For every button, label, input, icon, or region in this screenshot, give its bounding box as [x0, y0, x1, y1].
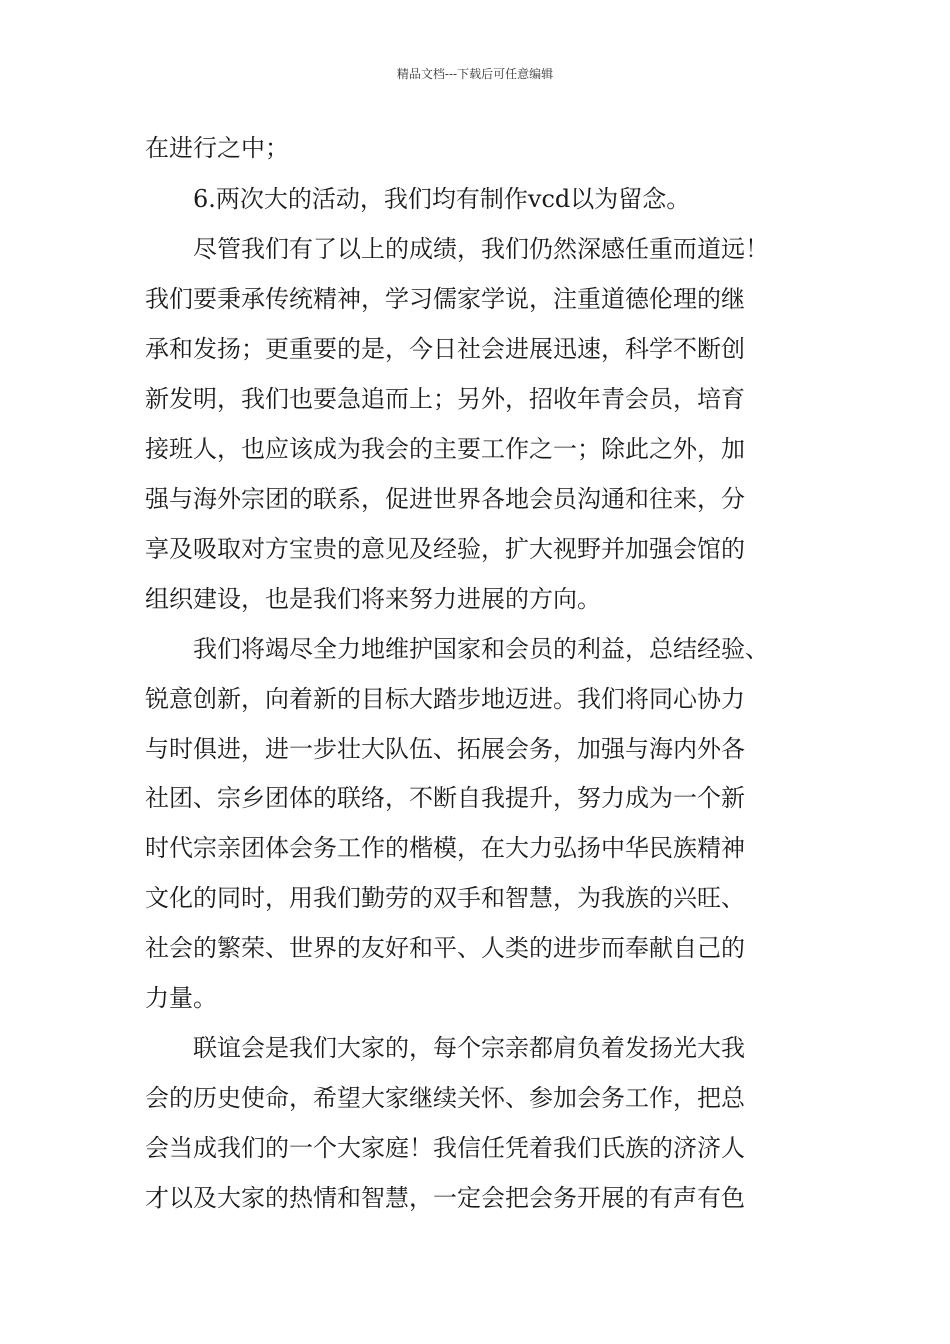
- text-line: 新发明，我们也要急追而上；另外，招收年青会员，培育: [145, 385, 745, 413]
- page-header: 精品文档---下载后可任意编辑: [396, 67, 554, 81]
- text-line: 社团、宗乡团体的联络，不断自我提升，努力成为一个新: [145, 784, 745, 812]
- text-line: 在进行之中；: [145, 134, 289, 162]
- text-line: 锐意创新，向着新的目标大踏步地迈进。我们将同心协力: [145, 685, 745, 713]
- text-line: 强与海外宗团的联系，促进世界各地会员沟通和往来，分: [145, 485, 745, 513]
- text-line: 6.两次大的活动，我们均有制作vcd以为留念。: [145, 185, 691, 213]
- text-line: 组织建设，也是我们将来努力进展的方向。: [145, 585, 601, 613]
- text-line: 力量。: [145, 984, 217, 1012]
- text-line: 文化的同时，用我们勤劳的双手和智慧，为我族的兴旺、: [145, 884, 745, 912]
- text-line: 会的历史使命，希望大家继续关怀、参加会务工作，把总: [145, 1084, 745, 1112]
- text-line: 联谊会是我们大家的，每个宗亲都肩负着发扬光大我: [145, 1034, 745, 1062]
- text-line: 社会的繁荣、世界的友好和平、人类的进步而奉献自己的: [145, 934, 745, 962]
- text-line: 享及吸取对方宝贵的意见及经验，扩大视野并加强会馆的: [145, 535, 745, 563]
- text-line: 我们将竭尽全力地维护国家和会员的利益，总结经验、: [145, 635, 769, 663]
- text-line: 接班人，也应该成为我会的主要工作之一；除此之外，加: [145, 435, 745, 463]
- text-line: 与时俱进，进一步壮大队伍、拓展会务，加强与海内外各: [145, 735, 745, 763]
- text-line: 时代宗亲团体会务工作的楷模，在大力弘扬中华民族精神: [145, 834, 745, 862]
- text-line: 承和发扬；更重要的是，今日社会进展迅速，科学不断创: [145, 335, 745, 363]
- text-line: 尽管我们有了以上的成绩，我们仍然深感任重而道远！: [145, 235, 769, 263]
- text-line: 我们要秉承传统精神，学习儒家学说，注重道德伦理的继: [145, 285, 745, 313]
- text-line: 会当成我们的一个大家庭！我信任凭着我们氏族的济济人: [145, 1134, 745, 1162]
- text-line: 才以及大家的热情和智慧，一定会把会务开展的有声有色: [145, 1184, 745, 1212]
